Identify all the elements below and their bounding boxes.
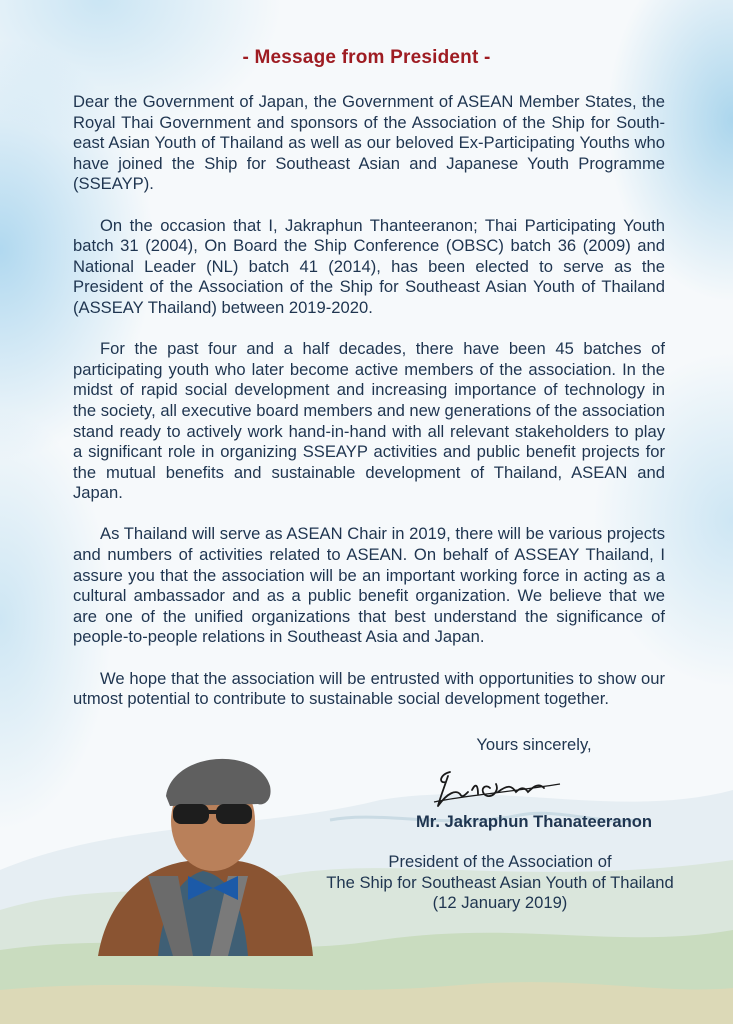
signer-title-line-1: President of the Association of (388, 852, 612, 872)
signer-name: Mr. Jakraphun Thanateeranon (415, 811, 653, 831)
message-body (73, 92, 665, 730)
paragraph-asean-chair: As Thailand will serve as ASEAN Chair in 2019, there will be various projects and numbers of activities related to ASEAN. On behalf of ASSEAY Thailand, I assure you that the association will be an important working force in acting as a cultural ambassador and as a public benefit organization. We believe that we are one of the unified organizations that best understand the significance of people-to-people relations in Southeast Asia and Japan. (73, 524, 665, 647)
president-portrait (88, 726, 318, 956)
handwritten-signature (420, 762, 580, 810)
paragraph-hope: We hope that the association will be entrusted with opportunities to show our utmost potential to contribute to sustainable social development together. (73, 668, 665, 709)
paragraph-history: For the past four and a half decades, there have been 45 batches of participating youth who later become active members of the association. In the midst of rapid social development and increasing importance of technology in the society, all executive board members and new generations of the association stand ready to actively work hand-in-hand with all relevant stakeholders to play a significant role in organizing SSEAYP activities and public benefit projects for the mutual benefits and sustainable development of Thailand, ASEAN and Japan. (73, 339, 665, 503)
paragraph-greeting: Dear the Government of Japan, the Government of ASEAN Member States, the Royal Thai Government and sponsors of the Association of the Ship for South-east Asian Youth of Thailand as well as our beloved Ex-Participating Youths who have joined the Ship for Southeast Asian and Japanese Youth Programme (SSEAYP). (73, 92, 665, 194)
signature-block (300, 735, 700, 914)
paragraph-occasion: On the occasion that I, Jakraphun Thanteeranon; Thai Participating Youth batch 31 (2004), On Board the Ship Conference (OBSC) batch 36 (2009) and National Leader (NL) batch 41 (2014), has been elected to serve as the President of the Association of the Ship for Southeast Asian Youth of Thailand (ASSEAY Thailand) between 2019-2020. (73, 215, 665, 317)
signer-date: (12 January 2019) (432, 893, 568, 913)
signer-title-lines (300, 852, 700, 914)
closing-text: Yours sincerely, (476, 735, 592, 754)
signer-title-line-2: The Ship for Southeast Asian Youth of Thailand (326, 872, 674, 892)
page-title: - Message from President - (242, 47, 491, 68)
